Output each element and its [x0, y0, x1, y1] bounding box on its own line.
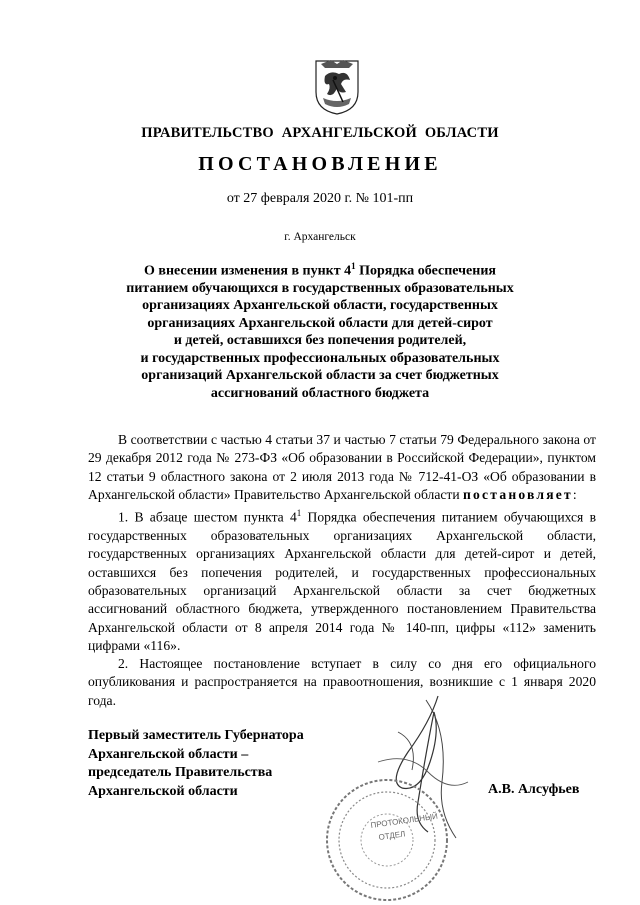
subject-line-4: организациях Архангельской области для детей-сирот	[147, 315, 493, 331]
subject-line-1-end: Порядка обеспечения	[355, 263, 496, 279]
preamble-paragraph	[88, 431, 596, 504]
stamp-text-2: ОТДЕЛ	[378, 829, 406, 842]
subject-line-7: организаций Архангельской области за счет бюджетных	[141, 368, 499, 384]
document-body	[88, 431, 596, 710]
preamble-text: В соответствии с частью 4 статьи 37 и частью 7 статьи 79 Федерального закона от 29 декабря 2012 года № 273-ФЗ «Об образовании в Российской Федерации», пунктом 12 статьи 9 областного закона от 2 июля 2013 года № 712-41-ОЗ «Об образовании в Архангельской области» Правительство Архангельской области	[88, 432, 596, 502]
subject-line-3: организациях Архангельской области, государственных	[142, 298, 498, 314]
position-line-1: Первый заместитель Губернатора	[88, 728, 304, 743]
paragraph-1-text: Порядка обеспечения питанием обучающихся в государственных образовательных организациях Архангельской области, государственных организациях Архангельской области для детей-сирот и детей, оставшихся без попечения родителей, и государственных профессиональных образовательных организаций Архангельской области за счет бюджетных ассигнований областного бюджета, утвержденного постановлением Правительства Архангельской области от 8 апреля 2014 года № 140-пп, цифры «112» заменить цифрами «116».	[88, 509, 596, 653]
superscript: 1	[296, 508, 302, 519]
government-title: ПРАВИТЕЛЬСТВО АРХАНГЕЛЬСКОЙ ОБЛАСТИ	[141, 125, 499, 141]
position-line-3: председатель Правительства	[88, 765, 273, 780]
official-stamp	[317, 770, 457, 905]
subject-line-6: и государственных профессиональных образовательных	[140, 350, 500, 366]
subject-line-5: и детей, оставшихся без попечения родителей,	[173, 333, 467, 349]
subject-line-1: О внесении изменения в пункт 4	[144, 263, 352, 279]
subject-line-8: ассигнований областного бюджета	[210, 385, 430, 401]
paragraph-2: 2. Настоящее постановление вступает в силу со дня его официального опубликования и распространяется на правоотношения, возникшие с 1 января 2020 года.	[88, 656, 596, 708]
date-and-number: от 27 февраля 2020 г. № 101-пп	[226, 191, 414, 206]
decree-colon: :	[572, 486, 577, 502]
paragraph-1-start: 1. В абзаце шестом пункта 4	[118, 509, 297, 525]
signatory-name: А.В. Алсуфьев	[488, 782, 580, 797]
position-line-4: Архангельской области	[88, 783, 238, 799]
subject-line-2: питанием обучающихся в государственных образовательных	[126, 281, 514, 297]
position-line-2: Архангельской области –	[88, 746, 249, 762]
stamp-text-1: ПРОТОКОЛЬНЫЙ	[370, 811, 439, 830]
paragraph-1	[88, 504, 596, 655]
superscript: 1	[351, 261, 356, 271]
coat-of-arms-icon	[313, 58, 361, 116]
signatory-position	[88, 727, 348, 801]
decree-word: постановляет	[463, 486, 573, 502]
city: г. Архангельск	[284, 231, 356, 243]
document-subject	[60, 258, 580, 402]
document-type: ПОСТАНОВЛЕНИЕ	[198, 153, 442, 175]
